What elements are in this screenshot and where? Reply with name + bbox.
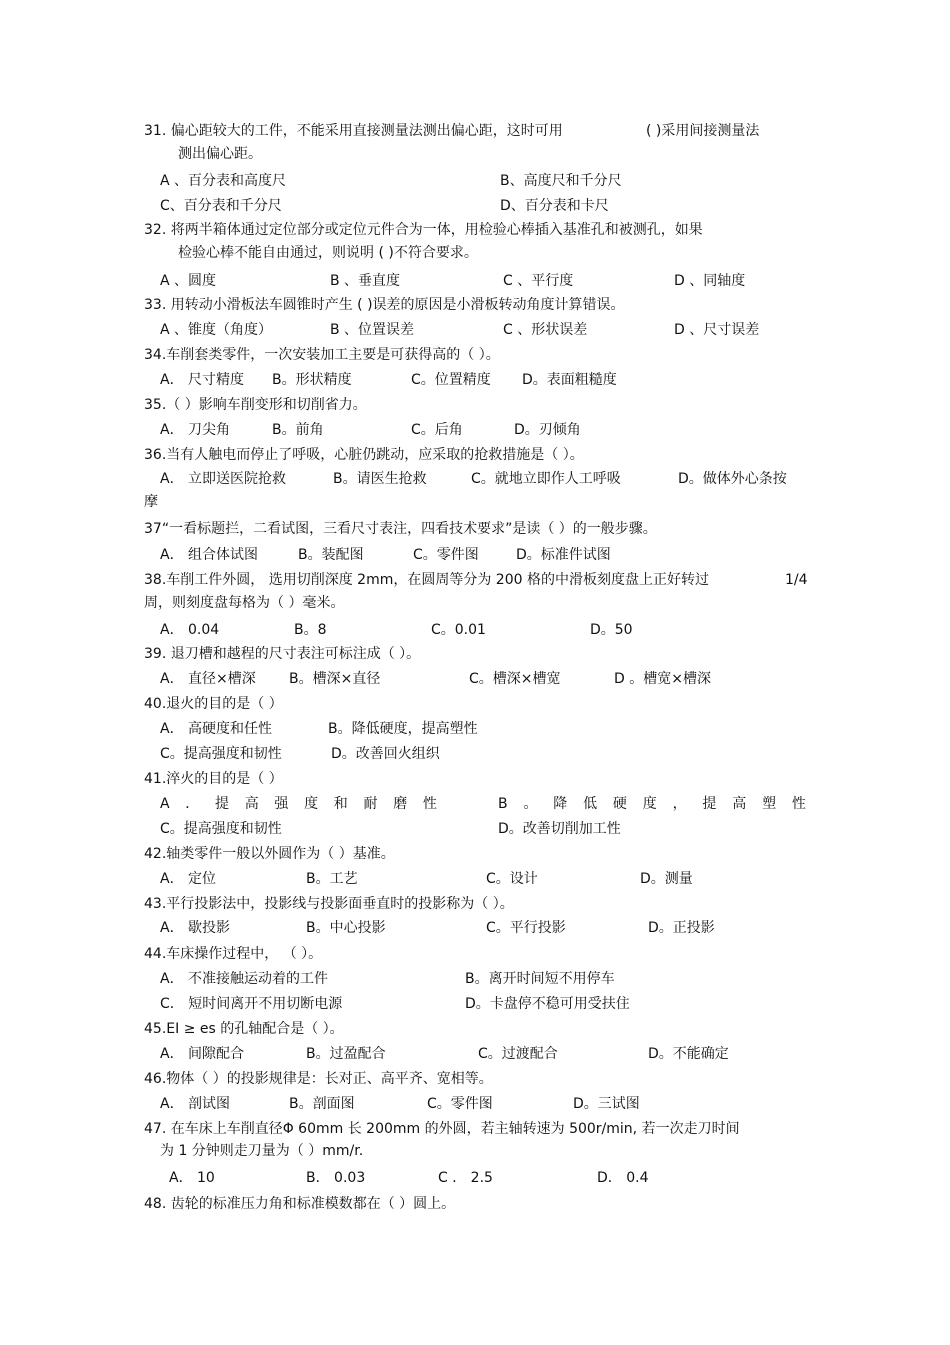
question-42-option-a: A． 定位 (160, 871, 217, 887)
question-47-option-a: A． 10 (169, 1170, 215, 1186)
question-39-option-a: A． 直径×槽深 (160, 671, 256, 687)
q41-a-char: 高 (244, 796, 259, 812)
question-38-option-a: A． 0.04 (160, 622, 220, 638)
question-36-line3: 摩 (144, 494, 158, 510)
question-32-option-b: B 、垂直度 (330, 273, 401, 289)
question-45-option-c: C。过渡配合 (478, 1046, 558, 1062)
question-33-option-b: B 、位置误差 (330, 322, 415, 338)
question-31-line2: 测出偏心距。 (178, 146, 262, 162)
question-34-line1: 34.车削套类零件，一次安装加工主要是可获得高的（ ）。 (144, 347, 500, 363)
question-34-option-b: B。形状精度 (272, 372, 352, 388)
q41-b-char: 低 (583, 796, 598, 812)
question-39-option-d: D 。槽宽×槽深 (614, 671, 711, 687)
question-32-option-c: C 、平行度 (503, 273, 574, 289)
q41-a-char: 磨 (393, 796, 408, 812)
question-45-option-a: A． 间隙配合 (160, 1046, 245, 1062)
question-39-option-c: C。槽深×槽宽 (469, 671, 561, 687)
question-40-option-d: D。改善回火组织 (331, 746, 440, 762)
question-43-option-a: A． 歇投影 (160, 920, 231, 936)
question-41-option-c: C。提高强度和韧性 (160, 821, 282, 837)
question-35-option-d: D。刃倾角 (514, 422, 581, 438)
question-37-option-d: D。标准件试图 (516, 547, 611, 563)
question-43-option-b: B。中心投影 (306, 920, 386, 936)
question-44-option-c: C． 短时间离开不用切断电源 (160, 996, 343, 1012)
question-46-option-d: D。三试图 (573, 1096, 640, 1112)
question-47-line1: 47. 在车床上车削直径Φ 60mm 长 200mm 的外圆，若主轴转速为 500r/min, 若一次走刀时间 (144, 1121, 740, 1137)
question-41-option-d: D。改善切削加工性 (498, 821, 621, 837)
q41-b-char: 提 (702, 796, 717, 812)
question-43-option-d: D。正投影 (648, 920, 715, 936)
question-35-line1: 35.（ ）影响车削变形和切削省力。 (144, 397, 367, 413)
question-45-option-d: D。不能确定 (648, 1046, 729, 1062)
q41-b-char: 性 (791, 796, 806, 812)
question-33-line1: 33. 用转动小滑板法车圆锥时产生 ( )误差的原因是小滑板转动角度计算错误。 (144, 297, 625, 313)
question-31-line1: 31. 偏心距较大的工件，不能采用直接测量法测出偏心距，这时可用 (144, 123, 563, 139)
question-37-option-a: A． 组合体试图 (160, 547, 259, 563)
q41-b-char: 硬 (612, 796, 627, 812)
question-41-option-b (498, 795, 806, 813)
q41-a-char: 度 (304, 796, 319, 812)
question-44-option-a: A． 不准接触运动着的工件 (160, 971, 329, 987)
question-41-line1: 41.淬火的目的是（ ） (144, 771, 283, 787)
q41-a-char: 和 (333, 796, 348, 812)
question-36-option-b: B。请医生抢救 (333, 471, 427, 487)
question-38-option-c: C。0.01 (431, 622, 486, 638)
question-35-option-a: A． 刀尖角 (160, 422, 231, 438)
question-31-line1-end: ( )采用间接测量法 (646, 123, 760, 139)
q41-b-char: ， (672, 796, 687, 812)
q41-a-char: ． (185, 796, 200, 812)
q41-b-char: B (498, 796, 508, 812)
question-34-option-c: C。位置精度 (411, 372, 491, 388)
question-31-option-d: D、百分表和卡尺 (500, 198, 609, 214)
question-46-line1: 46.物体（ ）的投影规律是：长对正、高平齐、宽相等。 (144, 1071, 493, 1087)
question-32-option-a: A 、圆度 (160, 273, 217, 289)
question-40-option-b: B。降低硬度，提高塑性 (328, 721, 478, 737)
question-38-option-d: D。50 (590, 622, 633, 638)
question-40-option-c: C。提高强度和韧性 (160, 746, 282, 762)
question-37-line1: 37“一看标题拦，二看试图，三看尺寸表注，四看技术要求”是读（ ）的一般步骤。 (144, 521, 657, 537)
question-39-option-b: B。槽深×直径 (289, 671, 381, 687)
question-31-option-b: B、高度尺和千分尺 (500, 173, 622, 189)
question-42-line1: 42.轴类零件一般以外圆作为（ ）基准。 (144, 846, 395, 862)
question-32-line2: 检验心棒不能自由通过，则说明 ( )不符合要求。 (178, 245, 478, 261)
question-37-option-b: B。装配图 (298, 547, 364, 563)
question-35-option-b: B。前角 (272, 422, 324, 438)
q41-b-char: 度 (642, 796, 657, 812)
q41-a-char: 强 (274, 796, 289, 812)
question-37-option-c: C。零件图 (413, 547, 479, 563)
question-47-option-b: B． 0.03 (306, 1170, 366, 1186)
question-40-option-a: A． 高硬度和任性 (160, 721, 273, 737)
q41-a-char: 性 (422, 796, 437, 812)
question-43-option-c: C。平行投影 (486, 920, 566, 936)
q41-a-char: 提 (214, 796, 229, 812)
q41-a-char: 耐 (363, 796, 378, 812)
question-45-option-b: B。过盈配合 (306, 1046, 386, 1062)
question-42-option-d: D。测量 (640, 871, 693, 887)
q41-b-char: 。 (523, 796, 538, 812)
question-31-option-a: A 、百分表和高度尺 (160, 173, 287, 189)
q41-b-char: 塑 (762, 796, 777, 812)
question-43-line1: 43.平行投影法中，投影线与投影面垂直时的投影称为（ ）。 (144, 896, 514, 912)
q41-a-char: A (160, 796, 170, 812)
question-39-line1: 39. 退刀槽和越程的尺寸表注可标注成（ ）。 (144, 646, 421, 662)
question-46-option-c: C。零件图 (427, 1096, 493, 1112)
question-42-option-b: B。工艺 (306, 871, 358, 887)
question-46-option-a: A． 剖试图 (160, 1096, 231, 1112)
question-47-line2: 为 1 分钟则走刀量为（ ）mm/r. (160, 1143, 364, 1159)
question-33-option-d: D 、尺寸误差 (674, 322, 760, 338)
question-46-option-b: B。剖面图 (289, 1096, 355, 1112)
question-38-line2: 周，则刻度盘每格为（ ）毫米。 (144, 595, 345, 611)
question-31-option-c: C、百分表和千分尺 (160, 198, 282, 214)
question-44-line1: 44.车床操作过程中， （ ）。 (144, 946, 323, 962)
question-40-line1: 40.退火的目的是（ ） (144, 696, 283, 712)
question-44-option-b: B。离开时间短不用停车 (465, 971, 615, 987)
question-38-line1-end: 1/4 (785, 572, 808, 588)
question-47-option-d: D． 0.4 (597, 1170, 649, 1186)
question-36-line1: 36.当有人触电而停止了呼吸，心脏仍跳动，应采取的抢救措施是（ ）。 (144, 447, 584, 463)
question-48-line1: 48. 齿轮的标准压力角和标准模数都在（ ）圆上。 (144, 1196, 456, 1212)
question-38-line1: 38.车削工件外圆， 选用切削深度 2mm，在圆周等分为 200 格的中滑板刻度盘上正好转过 (144, 572, 709, 588)
question-34-option-a: A． 尺寸精度 (160, 372, 245, 388)
question-47-option-c: C ． 2.5 (438, 1170, 493, 1186)
question-38-option-b: B。8 (294, 622, 327, 638)
q41-b-char: 降 (553, 796, 568, 812)
question-34-option-d: D。表面粗糙度 (522, 372, 617, 388)
q41-b-char: 高 (732, 796, 747, 812)
question-44-option-d: D。卡盘停不稳可用受扶住 (465, 996, 630, 1012)
question-36-option-c: C。就地立即作人工呼吸 (471, 471, 621, 487)
question-41-option-a (160, 795, 437, 813)
question-36-option-a: A． 立即送医院抢救 (160, 471, 287, 487)
question-45-line1: 45.EI ≥ es 的孔轴配合是（ ）。 (144, 1021, 344, 1037)
question-32-option-d: D 、同轴度 (674, 273, 746, 289)
question-36-option-d: D。做体外心条按 (678, 471, 787, 487)
question-33-option-c: C 、形状误差 (503, 322, 588, 338)
question-42-option-c: C。设计 (486, 871, 538, 887)
question-33-option-a: A 、锥度（角度） (160, 322, 273, 338)
question-32-line1: 32. 将两半箱体通过定位部分或定位元件合为一体，用检验心棒插入基准孔和被测孔，如果 (144, 222, 703, 238)
question-35-option-c: C。后角 (411, 422, 463, 438)
